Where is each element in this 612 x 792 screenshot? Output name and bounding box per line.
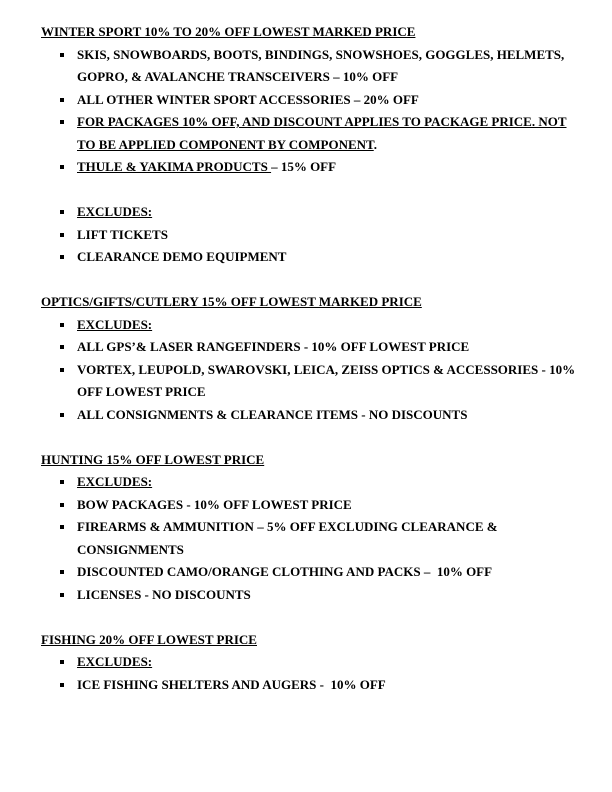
square-bullet-icon [60,480,64,484]
hunting-list [41,471,586,606]
list-item [41,224,586,247]
item-text: BOW PACKAGES - 10% OFF LOWEST PRICE [77,496,352,512]
item-text: ALL GPS’& LASER RANGEFINDERS - 10% OFF LOWEST PRICE [77,339,470,354]
square-bullet-icon [60,660,64,664]
list-item [41,201,586,224]
square-bullet-icon [60,53,64,57]
square-bullet-icon [60,368,64,372]
excludes-label: EXCLUDES: [77,316,153,332]
square-bullet-icon [60,570,64,574]
item-text: SKIS, SNOWBOARDS, BOOTS, BINDINGS, SNOWSHOES, GOGGLES, HELMETS, GOPRO, & AVALANCHE TRANSCEIVERS – 10% OFF [77,46,565,84]
item-text-tail: . [373,136,377,152]
section-heading-hunting: HUNTING 15% OFF LOWEST PRICE [41,451,265,467]
list-item [41,111,586,156]
spacer [41,269,586,292]
list-item [41,651,586,674]
document-page [41,21,586,696]
square-bullet-icon [60,503,64,507]
square-bullet-icon [60,233,64,237]
excludes-label: EXCLUDES: [77,654,153,669]
list-item [41,471,586,494]
fishing-list [41,651,586,696]
winter-sport-list [41,44,586,179]
list-item [41,359,586,404]
square-bullet-icon [60,255,64,259]
optics-list [41,314,586,427]
section-heading-winter-sport: WINTER SPORT 10% TO 20% OFF LOWEST MARKED PRICE [41,24,416,39]
list-item [41,404,586,427]
item-text: FIREARMS & AMMUNITION – 5% OFF EXCLUDING CLEARANCE & CONSIGNMENTS [77,519,498,557]
list-item [41,89,586,112]
list-item [41,314,586,337]
list-item [41,561,586,584]
item-text: ICE FISHING SHELTERS AND AUGERS - 10% OFF [77,676,386,692]
square-bullet-icon [60,165,64,169]
square-bullet-icon [60,593,64,597]
excludes-label: EXCLUDES: [77,204,153,219]
excludes-label: EXCLUDES: [77,474,153,489]
list-item [41,674,586,697]
list-item [41,584,586,607]
square-bullet-icon [60,98,64,102]
section-heading-optics: OPTICS/GIFTS/CUTLERY 15% OFF LOWEST MARKED PRICE [41,294,422,309]
list-item [41,494,586,517]
square-bullet-icon [60,323,64,327]
item-text-underlined: FOR PACKAGES 10% OFF, AND DISCOUNT APPLIES TO PACKAGE PRICE. NOT TO BE APPLIED COMPONENT BY COMPONENT [77,114,567,152]
item-text: VORTEX, LEUPOLD, SWAROVSKI, LEICA, ZEISS OPTICS & ACCESSORIES - 10% OFF LOWEST PRICE [77,361,576,399]
item-text: LICENSES - NO DISCOUNTS [77,586,251,602]
item-text-underlined: THULE & YAKIMA PRODUCTS [77,159,272,174]
list-item [41,336,586,359]
square-bullet-icon [60,683,64,687]
spacer [41,426,586,449]
item-text: DISCOUNTED CAMO/ORANGE CLOTHING AND PACKS – 10% OFF [77,564,493,579]
item-text: CLEARANCE DEMO EQUIPMENT [77,249,287,264]
item-text-tail: – 15% OFF [271,159,337,174]
list-item [41,156,586,179]
spacer [41,179,586,202]
list-item [41,44,586,89]
winter-sport-excludes-list [41,201,586,269]
list-item [41,516,586,561]
spacer [41,606,586,629]
item-text: ALL CONSIGNMENTS & CLEARANCE ITEMS - NO DISCOUNTS [77,406,468,422]
section-heading-fishing: FISHING 20% OFF LOWEST PRICE [41,631,257,647]
square-bullet-icon [60,210,64,214]
square-bullet-icon [60,345,64,349]
item-text: ALL OTHER WINTER SPORT ACCESSORIES – 20% OFF [77,91,419,107]
list-item [41,246,586,269]
item-text: LIFT TICKETS [77,226,168,242]
square-bullet-icon [60,120,64,124]
square-bullet-icon [60,525,64,529]
square-bullet-icon [60,413,64,417]
